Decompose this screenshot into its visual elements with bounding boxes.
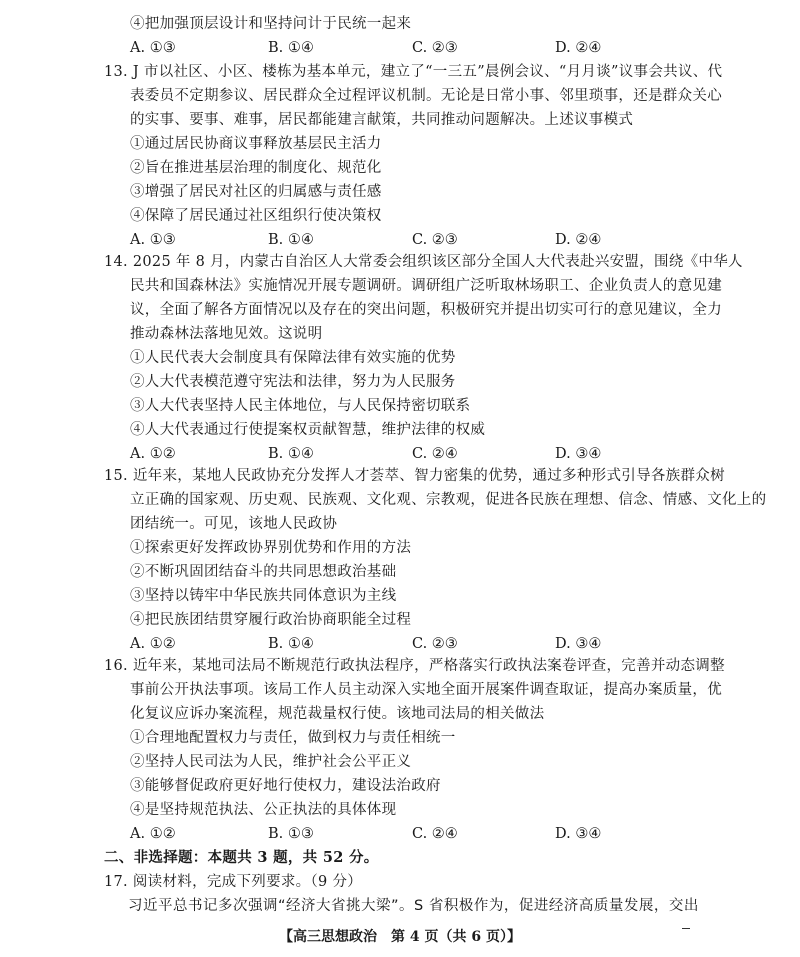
q15-option-a: A. ①② [130, 636, 176, 652]
q15-stem-line-1: 15. 近年来，某地人民政协充分发挥人才荟萃、智力密集的优势，通过多种形式引导各族群众树 [104, 468, 725, 484]
q13-stem-line-3: 的实事、要事、难事，居民都能建言献策，共同推动问题解决。上述议事模式 [130, 112, 634, 128]
q15-item-2: ②不断巩固团结奋斗的共同思想政治基础 [130, 564, 397, 580]
q13-option-d: D. ②④ [555, 232, 602, 248]
q13-item-3: ③增强了居民对社区的归属感与责任感 [130, 184, 382, 200]
q16-item-4: ④是坚持规范执法、公正执法的具体体现 [130, 802, 397, 818]
q14-stem-line-2: 民共和国森林法》实施情况开展专题调研。调研组广泛听取林场职工、企业负责人的意见建 [130, 278, 722, 294]
q13-item-2: ②旨在推进基层治理的制度化、规范化 [130, 160, 382, 176]
q14-item-3: ③人大代表坚持人民主体地位，与人民保持密切联系 [130, 398, 471, 414]
q15-item-4: ④把民族团结贯穿履行政治协商职能全过程 [130, 612, 412, 628]
q13-item-1: ①通过居民协商议事释放基层民主活力 [130, 136, 382, 152]
q14-option-a: A. ①② [130, 446, 176, 462]
q15-option-b: B. ①④ [268, 636, 314, 652]
q13-option-b: B. ①④ [268, 232, 314, 248]
q14-option-b: B. ①④ [268, 446, 314, 462]
q12-item-4: ④把加强顶层设计和坚持问计于民统一起来 [130, 16, 412, 32]
section-heading: 二、非选择题：本题共 3 题，共 52 分。 [104, 849, 379, 866]
q13-option-a: A. ①③ [130, 232, 176, 248]
q15-stem-line-3: 团结统一。可见，该地人民政协 [130, 516, 338, 532]
corner-mark [682, 928, 690, 929]
q16-option-a: A. ①② [130, 826, 176, 842]
q13-item-4: ④保障了居民通过社区组织行使决策权 [130, 208, 382, 224]
q16-option-d: D. ③④ [555, 826, 602, 842]
q15-option-d: D. ③④ [555, 636, 602, 652]
q14-stem-line-3: 议，全面了解各方面情况以及存在的突出问题，积极研究并提出切实可行的意见建议，全力 [130, 302, 722, 318]
q17-material-line-1: 习近平总书记多次强调“经济大省挑大梁”。S 省积极作为，促进经济高质量发展，交出 [128, 898, 699, 914]
q16-stem-line-3: 化复议应诉办案流程，规范裁量权行使。该地司法局的相关做法 [130, 706, 545, 722]
q14-item-4: ④人大代表通过行使提案权贡献智慧，维护法律的权威 [130, 422, 486, 438]
q16-item-3: ③能够督促政府更好地行使权力，建设法治政府 [130, 778, 441, 794]
q12-option-c: C. ②③ [412, 40, 458, 56]
q14-stem-line-1: 14. 2025 年 8 月，内蒙古自治区人大常委会组织该区部分全国人大代表赴兴安盟，围绕《中华人 [104, 254, 743, 270]
q16-stem-line-2: 事前公开执法事项。该局工作人员主动深入实地全面开展案件调查取证，提高办案质量，优 [130, 682, 722, 698]
q12-option-a: A. ①③ [130, 40, 176, 56]
q16-option-b: B. ①③ [268, 826, 314, 842]
q16-item-1: ①合理地配置权力与责任，做到权力与责任相统一 [130, 730, 456, 746]
q14-stem-line-4: 推动森林法落地见效。这说明 [130, 326, 323, 342]
q16-item-2: ②坚持人民司法为人民，维护社会公平正义 [130, 754, 412, 770]
q16-stem-line-1: 16. 近年来，某地司法局不断规范行政执法程序，严格落实行政执法案卷评查，完善并动态调整 [104, 658, 725, 674]
q12-option-d: D. ②④ [555, 40, 602, 56]
q15-stem-line-2: 立正确的国家观、历史观、民族观、文化观、宗教观，促进各民族在理想、信念、情感、文化上的 [130, 492, 767, 508]
q13-stem-line-2: 表委员不定期参议、居民群众全过程评议机制。无论是日常小事、邻里琐事，还是群众关心 [130, 88, 722, 104]
q15-option-c: C. ②③ [412, 636, 458, 652]
q13-option-c: C. ②③ [412, 232, 458, 248]
q13-stem-line-1: 13. J 市以社区、小区、楼栋为基本单元，建立了“一三五”晨例会议、“月月谈”议事会共议、代 [104, 64, 723, 80]
q15-item-3: ③坚持以铸牢中华民族共同体意识为主线 [130, 588, 397, 604]
q12-option-b: B. ①④ [268, 40, 314, 56]
q14-item-2: ②人大代表模范遵守宪法和法律，努力为人民服务 [130, 374, 456, 390]
q15-item-1: ①探索更好发挥政协界别优势和作用的方法 [130, 540, 412, 556]
q14-option-d: D. ③④ [555, 446, 602, 462]
q14-item-1: ①人民代表大会制度具有保障法律有效实施的优势 [130, 350, 456, 366]
q16-option-c: C. ②④ [412, 826, 458, 842]
q14-option-c: C. ②④ [412, 446, 458, 462]
q17-stem: 17. 阅读材料，完成下列要求。（9 分） [104, 874, 363, 890]
page-footer: 【高三思想政治 第 4 页（共 6 页）】 [279, 929, 521, 945]
